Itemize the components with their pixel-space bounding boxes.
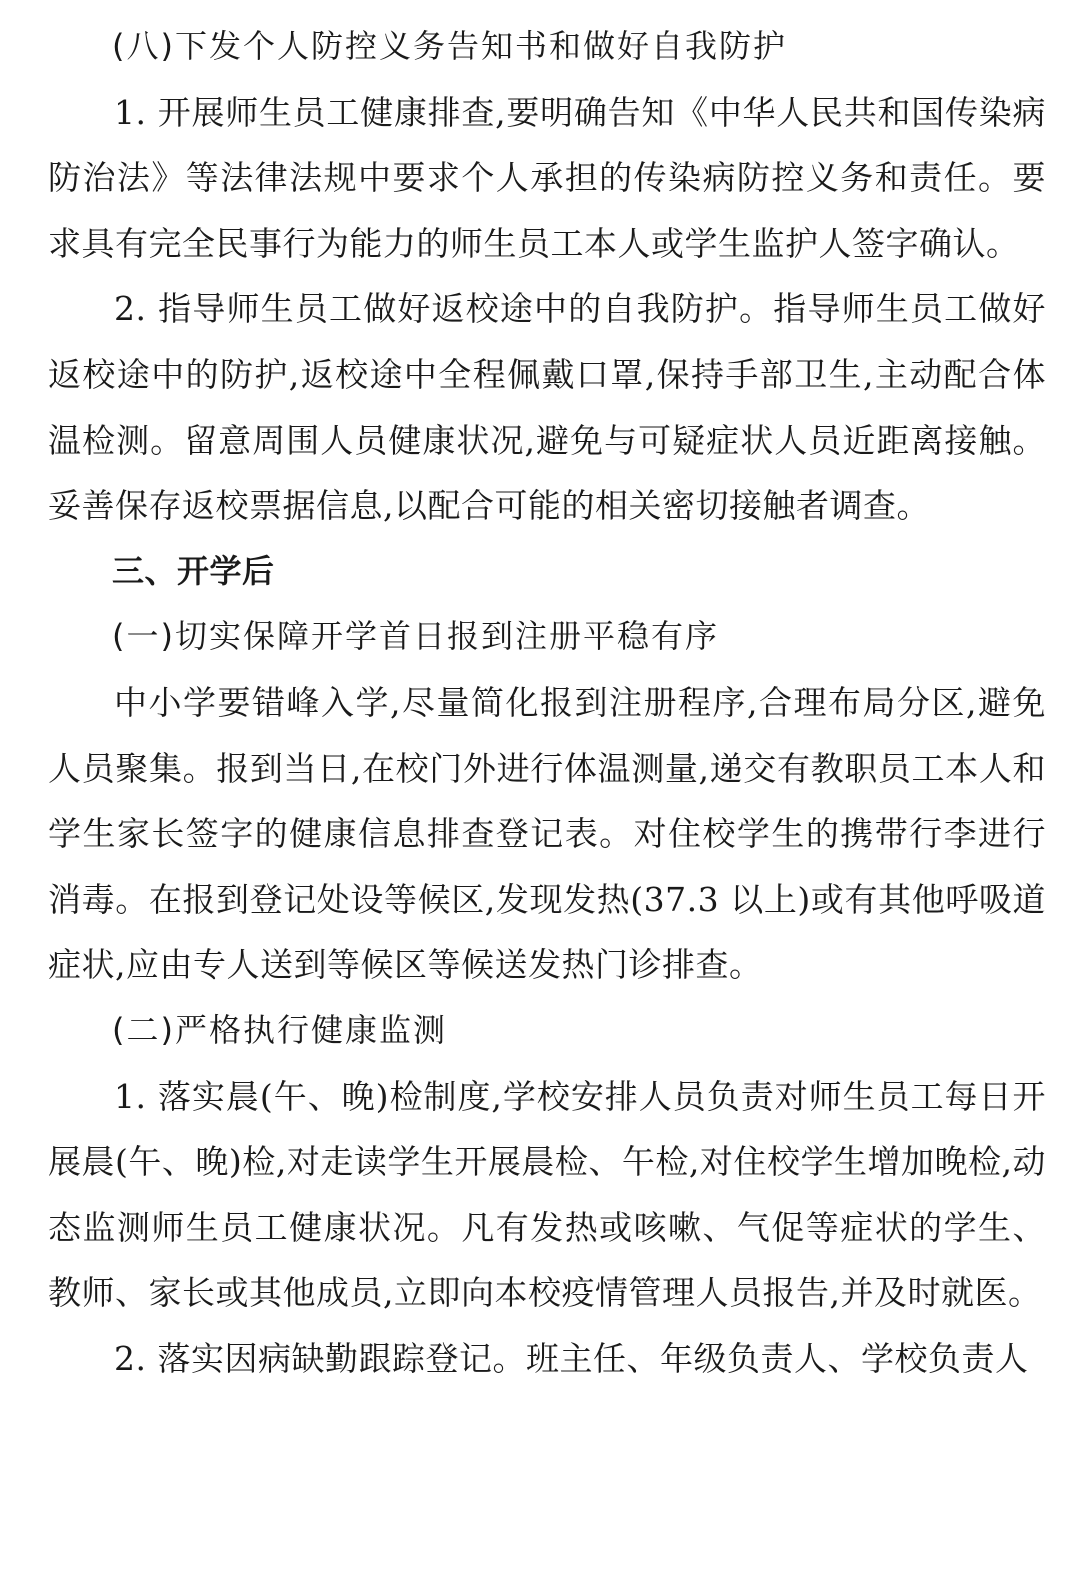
paragraph-health-screening: 1. 开展师生员工健康排查,要明确告知《中华人民共和国传染病防治法》等法律法规中要求个人承担的传染病防控义务和责任。要求具有完全民事行为能力的师生员工本人或学生监护人签字确认。: [48, 92, 1046, 263]
heading-personal-obligation: (八)下发个人防控义务告知书和做好自我防护: [112, 27, 787, 65]
paragraph-self-protection: 2. 指导师生员工做好返校途中的自我防护。指导师生员工做好返校途中的防护,返校途中全程佩戴口罩,保持手部卫生,主动配合体温检测。留意周围人员健康状况,避免与可疑症状人员近距离接触。妥善保存返校票据信息,以配合可能的相关密切接触者调查。: [48, 289, 1046, 526]
paragraph-absence-tracking: 2. 落实因病缺勤跟踪登记。班主任、年级负责人、学校负责人: [114, 1338, 1029, 1378]
paragraph-registration: 中小学要错峰入学,尽量简化报到注册程序,合理布局分区,避免人员聚集。报到当日,在校门外进行体温测量,递交有教职员工本人和学生家长签字的健康信息排查登记表。对住校学生的携带行李进行消毒。在报到登记处设等候区,发现发热(37.3 以上)或有其他呼吸道症状,应由专人送到等候区等候送发热门诊排查。: [48, 682, 1046, 985]
heading-registration: (一)切实保障开学首日报到注册平稳有序: [112, 617, 719, 656]
heading-health-monitoring: (二)严格执行健康监测: [112, 1010, 447, 1049]
section-after-school-start: 三、开学后: [112, 551, 275, 590]
paragraph-morning-check: 1. 落实晨(午、晚)检制度,学校安排人员负责对师生员工每日开展晨(午、晚)检,对走读学生开展晨检、午检,对住校学生增加晚检,动态监测师生员工健康状况。凡有发热或咳嗽、气促等症状的学生、教师、家长或其他成员,立即向本校疫情管理人员报告,并及时就医。: [48, 1076, 1046, 1313]
document-page: [48, 14, 1046, 1391]
